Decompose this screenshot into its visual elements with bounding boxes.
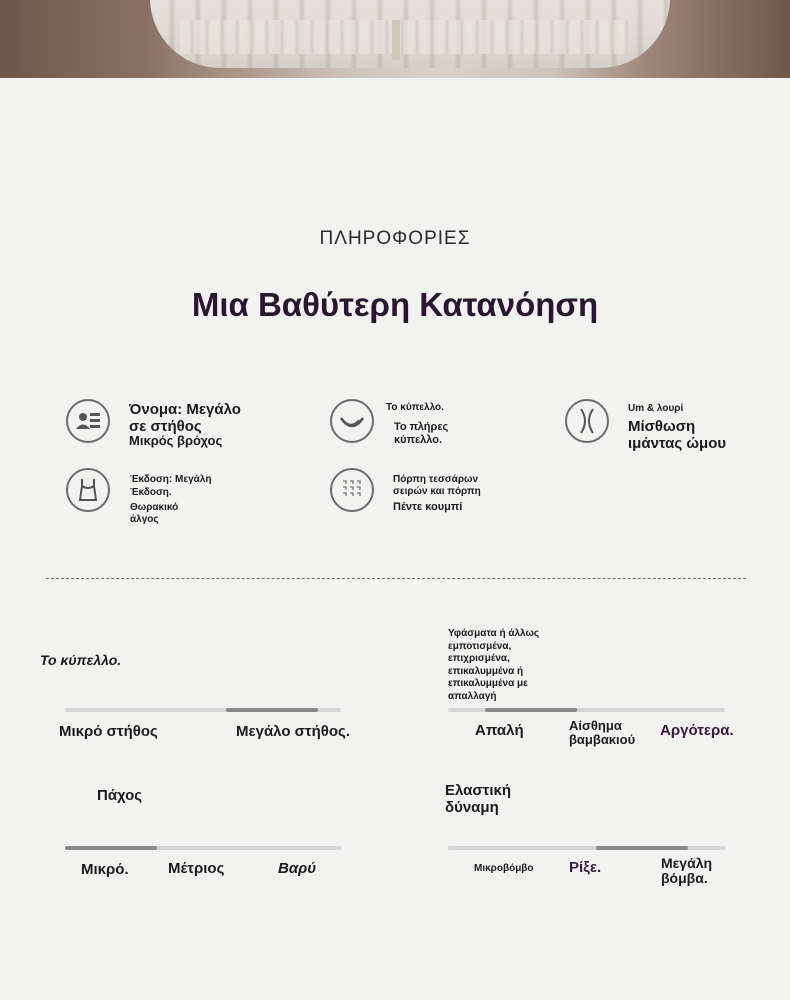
feature-text: Μικρός βρόχος xyxy=(129,433,223,448)
feature-text: Πόρπη τεσσάρων xyxy=(393,474,479,485)
scale-title: Πάχος xyxy=(97,787,143,804)
scale-label: Μεγάλη βόμβα. xyxy=(661,855,713,887)
scale-fill xyxy=(226,708,318,712)
feature-item xyxy=(330,468,374,512)
scale-fill xyxy=(485,708,577,712)
feature-item xyxy=(330,399,374,443)
feature-item xyxy=(66,399,110,443)
feature-text: κύπελλο. xyxy=(394,434,443,446)
feature-text: Μίσθωση xyxy=(628,418,696,435)
ball-icon xyxy=(565,399,609,443)
section-headline: Μια Βαθύτερη Κατανόηση xyxy=(191,286,599,323)
tank-top-icon xyxy=(66,468,110,512)
scale-label: Αίσθημα βαμβακιού xyxy=(569,718,636,748)
scale-label: Αργότερα. xyxy=(660,722,734,739)
scale-label: Μικρό. xyxy=(81,861,129,878)
feature-text: Το πλήρες xyxy=(394,421,449,433)
section-divider xyxy=(46,578,746,579)
scale-title: Ελαστική δύναμη xyxy=(445,782,512,816)
scale-track xyxy=(448,846,725,850)
scale-track xyxy=(65,708,341,712)
feature-text: σειρών και πόρπη xyxy=(393,486,481,497)
feature-text: Έκδοση: Μεγάλη xyxy=(130,474,212,485)
cup-icon xyxy=(330,399,374,443)
feature-text: Όνομα: Μεγάλο xyxy=(129,401,241,418)
feature-text: άλγος xyxy=(130,514,159,525)
scale-label: Μικρό στήθος xyxy=(59,723,158,740)
feature-text: Έκδοση. xyxy=(130,487,172,498)
feature-text: Um & λουρί xyxy=(628,403,684,414)
feature-text: ιμάντας ώμου xyxy=(628,435,727,452)
feature-item xyxy=(565,399,609,443)
hero-photo xyxy=(0,0,790,78)
scale-label: Ρίξε. xyxy=(569,859,602,876)
scale-title: Το κύπελλο. xyxy=(40,652,122,668)
scale-label: Μεγάλο στήθος. xyxy=(236,723,351,740)
feature-item xyxy=(66,468,110,512)
feature-text: σε στήθος xyxy=(129,418,202,435)
scale-label: Απαλή xyxy=(475,722,524,739)
scale-track xyxy=(448,708,725,712)
feature-text: Θωρακικό xyxy=(130,502,179,513)
scale-track xyxy=(65,846,341,850)
user-card-icon xyxy=(66,399,110,443)
scale-label: Βαρύ xyxy=(278,860,317,877)
scale-fill xyxy=(596,846,688,850)
hook-grid-icon xyxy=(330,468,374,512)
scale-title: Υφάσματα ή άλλως εμποτισμένα, επιχρισμένα, επικαλυμμένα ή επικαλυμμένα με απαλλαγή xyxy=(448,628,540,702)
feature-text: Το κύπελλο. xyxy=(386,402,444,413)
scale-label: Μικροβόμβο xyxy=(474,863,534,874)
feature-text: Πέντε κουμπί xyxy=(393,501,463,513)
section-eyebrow: ΠΛΗΡΟΦΟΡΙΕΣ xyxy=(319,228,471,249)
scale-label: Μέτριος xyxy=(168,860,225,877)
scale-fill xyxy=(65,846,157,850)
